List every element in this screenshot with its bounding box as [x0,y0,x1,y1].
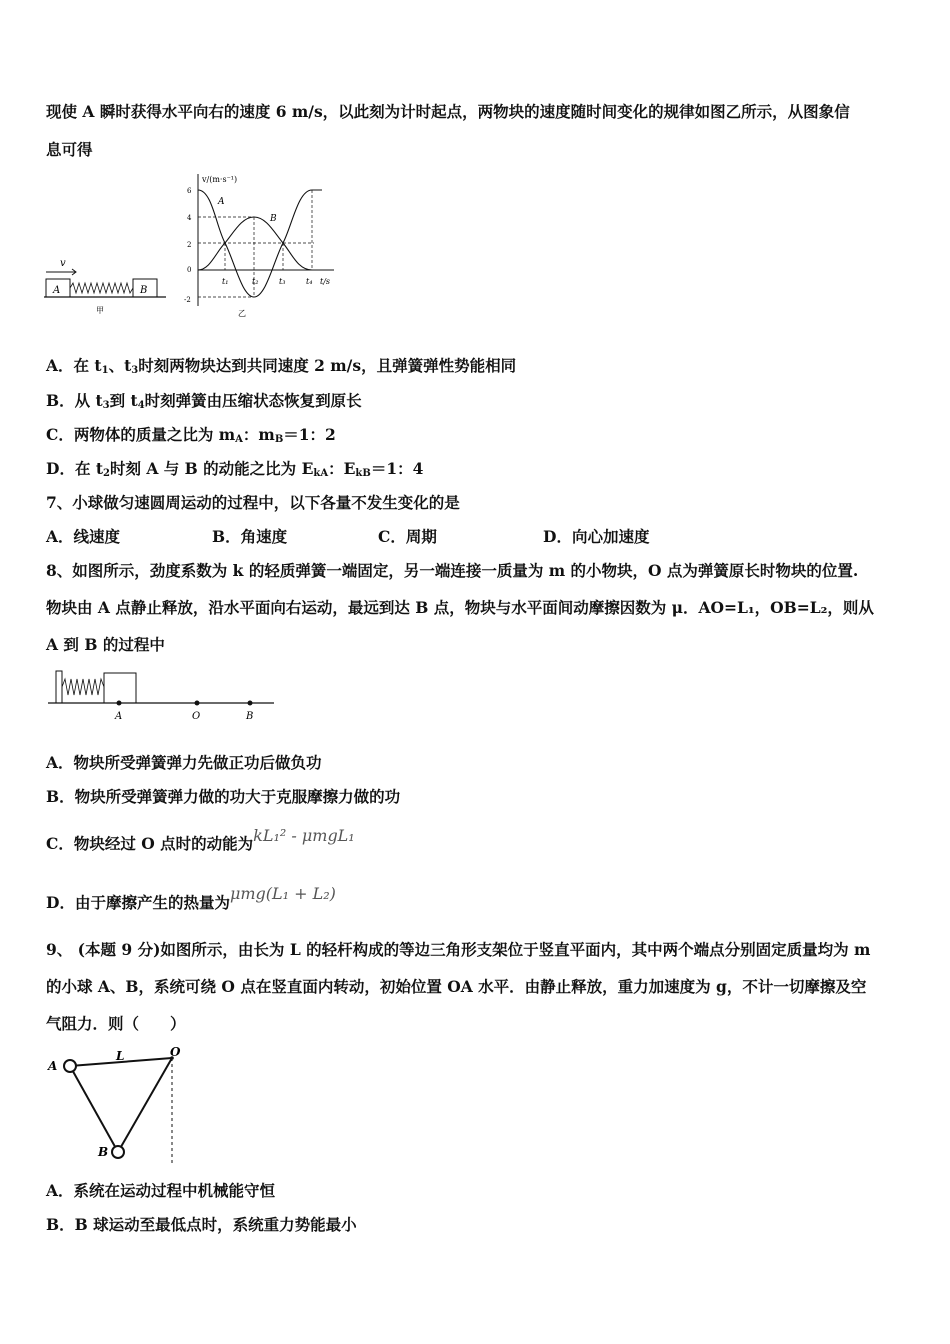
q6-option-a: A．在 $t_1$、$t_3$时刻两物块达到共同速度 2 m/s，且弹簧弹性势能相同 [46,356,517,376]
q6-figure-jia [40,252,180,322]
q6-option-d: D．在 $t_2$时刻 A 与 B 的动能之比为 $E_{kA}$：$E_{kB}=1$：4 [46,459,424,479]
x-axis-label: t/s [320,277,331,286]
curve-a-label: A [218,197,225,207]
label-o: O [170,1045,181,1059]
label-b: B [98,1145,109,1159]
q7-option-a: A．线速度 [46,527,121,546]
point-a [117,701,122,706]
formula-d: μmg(L₁ + L₂) [229,884,336,903]
q6-option-b: B．从 $t_3$到 $t_4$时刻弹簧由压缩状态恢复到原长 [46,391,362,411]
y-tick: 4 [187,214,192,222]
label-l: L [116,1049,125,1063]
q9-option-b: B．B 球运动至最低点时，系统重力势能最小 [46,1215,357,1234]
y-tick: 6 [187,187,192,195]
q8-option-c: C．物块经过 O 点时的动能为kL₁² - μmgL₁ [46,826,355,853]
point-a-label: A [115,711,123,722]
x-tick: t₂ [252,277,259,286]
ball-a [64,1060,76,1072]
x-tick: t₃ [279,277,286,286]
figure-label-yi: 乙 [238,309,246,318]
x-tick: t₁ [222,277,229,286]
q8-stem-line3: A 到 B 的过程中 [46,635,165,654]
curve-b-label: B [270,214,277,224]
q8-option-d: D．由于摩擦产生的热量为μmg(L₁ + L₂) [46,884,336,912]
q6-stem-line2: 息可得 [46,140,93,159]
spring [62,679,104,695]
q7-option-d: D．向心加速度 [543,527,650,546]
curve-b [198,217,322,270]
q8-option-b: B．物块所受弹簧弹力做的功大于克服摩擦力做的功 [46,787,401,806]
x-tick: t₄ [306,277,313,286]
rod-ab [70,1066,118,1152]
block [104,673,136,703]
rod-ob [118,1058,172,1152]
q6-option-c: C．两物体的质量之比为 $m_A$：$m_B=1$：2 [46,425,336,445]
ball-b [112,1146,124,1158]
point-b-label: B [246,711,254,722]
wall [56,671,62,703]
y-tick: -2 [184,296,191,304]
figure-label-jia: 甲 [96,306,104,315]
point-o-label: O [192,711,201,722]
q9-figure [44,1044,194,1168]
y-tick: 2 [187,241,192,249]
q8-stem-line2: 物块由 A 点静止释放，沿水平面向右运动，最远到达 B 点，物块与水平面间动摩擦因数为 μ．AO=L₁，OB=L₂，则从 [46,598,874,617]
q8-figure [44,665,284,725]
q6-stem-line1: 现使 A 瞬时获得水平向右的速度 6 m/s，以此刻为计时起点，两物块的速度随时间变化的规律如图乙所示，从图象信 [46,102,850,121]
point-o [195,701,200,706]
curve-a [198,190,322,297]
q9-stem-line3: 气阻力．则（ ） [46,1014,186,1033]
q9-stem-line2: 的小球 A、B，系统可绕 O 点在竖直面内转动，初始位置 OA 水平．由静止释放，重力加速度为 g，不计一切摩擦及空 [46,977,867,996]
point-b [248,701,253,706]
q7-option-c: C．周期 [378,527,437,546]
label-a: A [48,1059,58,1073]
y-axis-label: v/(m·s⁻¹) [202,175,238,184]
q7-option-b: B．角速度 [212,527,288,546]
q6-figure-yi-chart [182,166,342,328]
formula-c: kL₁² - μmgL₁ [253,826,355,845]
q9-option-a: A．系统在运动过程中机械能守恒 [46,1181,276,1200]
q7-stem: 7、小球做匀速圆周运动的过程中，以下各量不发生变化的是 [46,493,460,512]
block-b-label: B [140,285,148,296]
spring [70,283,133,293]
block-a-label: A [53,285,61,296]
q9-stem-line1: 9、 (本题 9 分)如图所示，由长为 L 的轻杆构成的等边三角形支架位于竖直平面内，其中两个端点分别固定质量均为 m [46,940,871,959]
velocity-symbol: v [60,258,66,269]
q8-option-a: A．物块所受弹簧弹力先做正功后做负功 [46,753,322,772]
q8-stem-line1: 8、如图所示，劲度系数为 k 的轻质弹簧一端固定，另一端连接一质量为 m 的小物块，O 点为弹簧原长时物块的位置. [46,561,859,580]
y-tick: 0 [187,266,192,274]
